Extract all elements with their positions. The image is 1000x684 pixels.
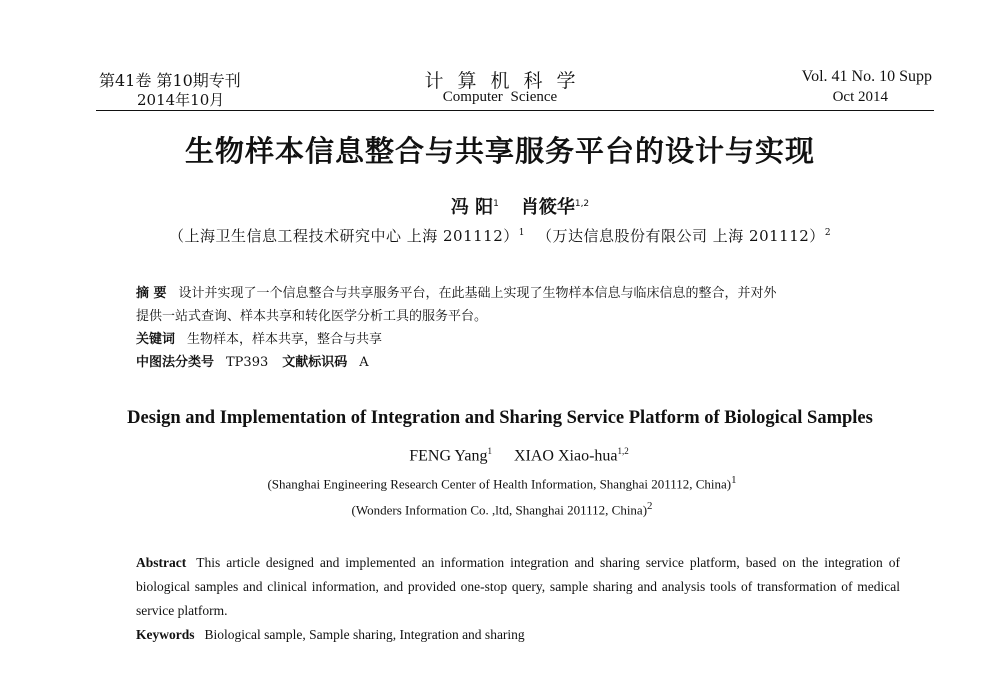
authors-cn xyxy=(0,193,1000,219)
author-cn-1-sup: 1 xyxy=(493,199,499,209)
abstract-cn-line1: 设计并实现了一个信息整合与共享服务平台，在此基础上实现了生物样本信息与临床信息的整合，并对外 xyxy=(178,286,777,301)
doc-code-value: A xyxy=(359,355,369,370)
keywords-en: Biological sample, Sample sharing, Integration and sharing xyxy=(204,627,525,642)
abstract-cn-line2: 提供一站式查询、样本共享和转化医学分析工具的服务平台。 xyxy=(136,309,488,324)
affiliation-cn-2: （万达信息股份有限公司 上海 201112） xyxy=(537,227,825,245)
affiliation-en-2-sup: 2 xyxy=(647,500,653,512)
abstract-en xyxy=(136,551,900,623)
volume-issue: 第41卷 第10期专刊 xyxy=(99,71,241,90)
keywords-cn: 生物样本，样本共享，整合与共享 xyxy=(187,332,383,347)
publication-date-cn: 2014年10月 xyxy=(137,91,225,109)
author-cn-2: 肖筱华 xyxy=(520,197,575,218)
affiliation-en-2 xyxy=(0,500,1000,518)
keywords-en-label: Keywords xyxy=(136,627,195,642)
doc-code-label: 文献标识码 xyxy=(282,355,348,370)
affiliation-cn-1: （上海卫生信息工程技术研究中心 上海 201112） xyxy=(168,227,519,245)
author-en-1-sup: 1 xyxy=(487,446,492,456)
keywords-en-row xyxy=(136,627,525,643)
keywords-cn-label: 关键词 xyxy=(136,332,176,347)
authors-en xyxy=(0,446,1000,465)
affiliation-en-1-sup: 1 xyxy=(731,474,737,486)
paper-title-en: Design and Implementation of Integration and Sharing Service Platform of Biological Samples xyxy=(127,408,873,428)
author-en-1: FENG Yang xyxy=(409,447,488,465)
abstract-cn-label: 摘 要 xyxy=(136,286,167,301)
affiliation-cn-2-sup: 2 xyxy=(824,228,832,238)
clc-label: 中图法分类号 xyxy=(136,355,215,370)
abstract-en-text: This article designed and implemented an information integration and sharing service platform, based on the integration of biological samples and clinical information, and provided one-stop query, sample sharing and analysis tools of transformation of medical service platform. xyxy=(136,555,900,618)
abstract-cn-block xyxy=(136,282,916,374)
abstract-en-label: Abstract xyxy=(136,555,187,570)
author-cn-1: 冯 阳 xyxy=(450,197,494,218)
author-cn-2-sup: 1,2 xyxy=(574,199,590,209)
affiliation-en-1-text: (Shanghai Engineering Research Center of Health Information, Shanghai 201112, China) xyxy=(267,476,732,492)
paper-title-cn: 生物样本信息整合与共享服务平台的设计与实现 xyxy=(184,134,815,168)
author-en-2-sup: 1,2 xyxy=(617,446,629,456)
author-en-2: XIAO Xiao-hua xyxy=(513,447,618,465)
affiliations-cn xyxy=(0,225,1000,246)
affiliation-en-2-text: (Wonders Information Co. ,ltd, Shanghai 201112, China) xyxy=(351,502,648,518)
affiliation-en-1 xyxy=(0,474,1000,492)
publication-date-en: Oct 2014 xyxy=(832,89,888,105)
journal-name-en: Computer Science xyxy=(442,89,558,105)
volume-issue-en: Vol. 41 No. 10 Supp xyxy=(801,68,932,85)
journal-name-cn: 计算机科学 xyxy=(424,70,590,92)
clc-value: TP393 xyxy=(226,355,269,370)
affiliation-cn-1-sup: 1 xyxy=(518,228,525,238)
header-rule xyxy=(96,110,934,111)
